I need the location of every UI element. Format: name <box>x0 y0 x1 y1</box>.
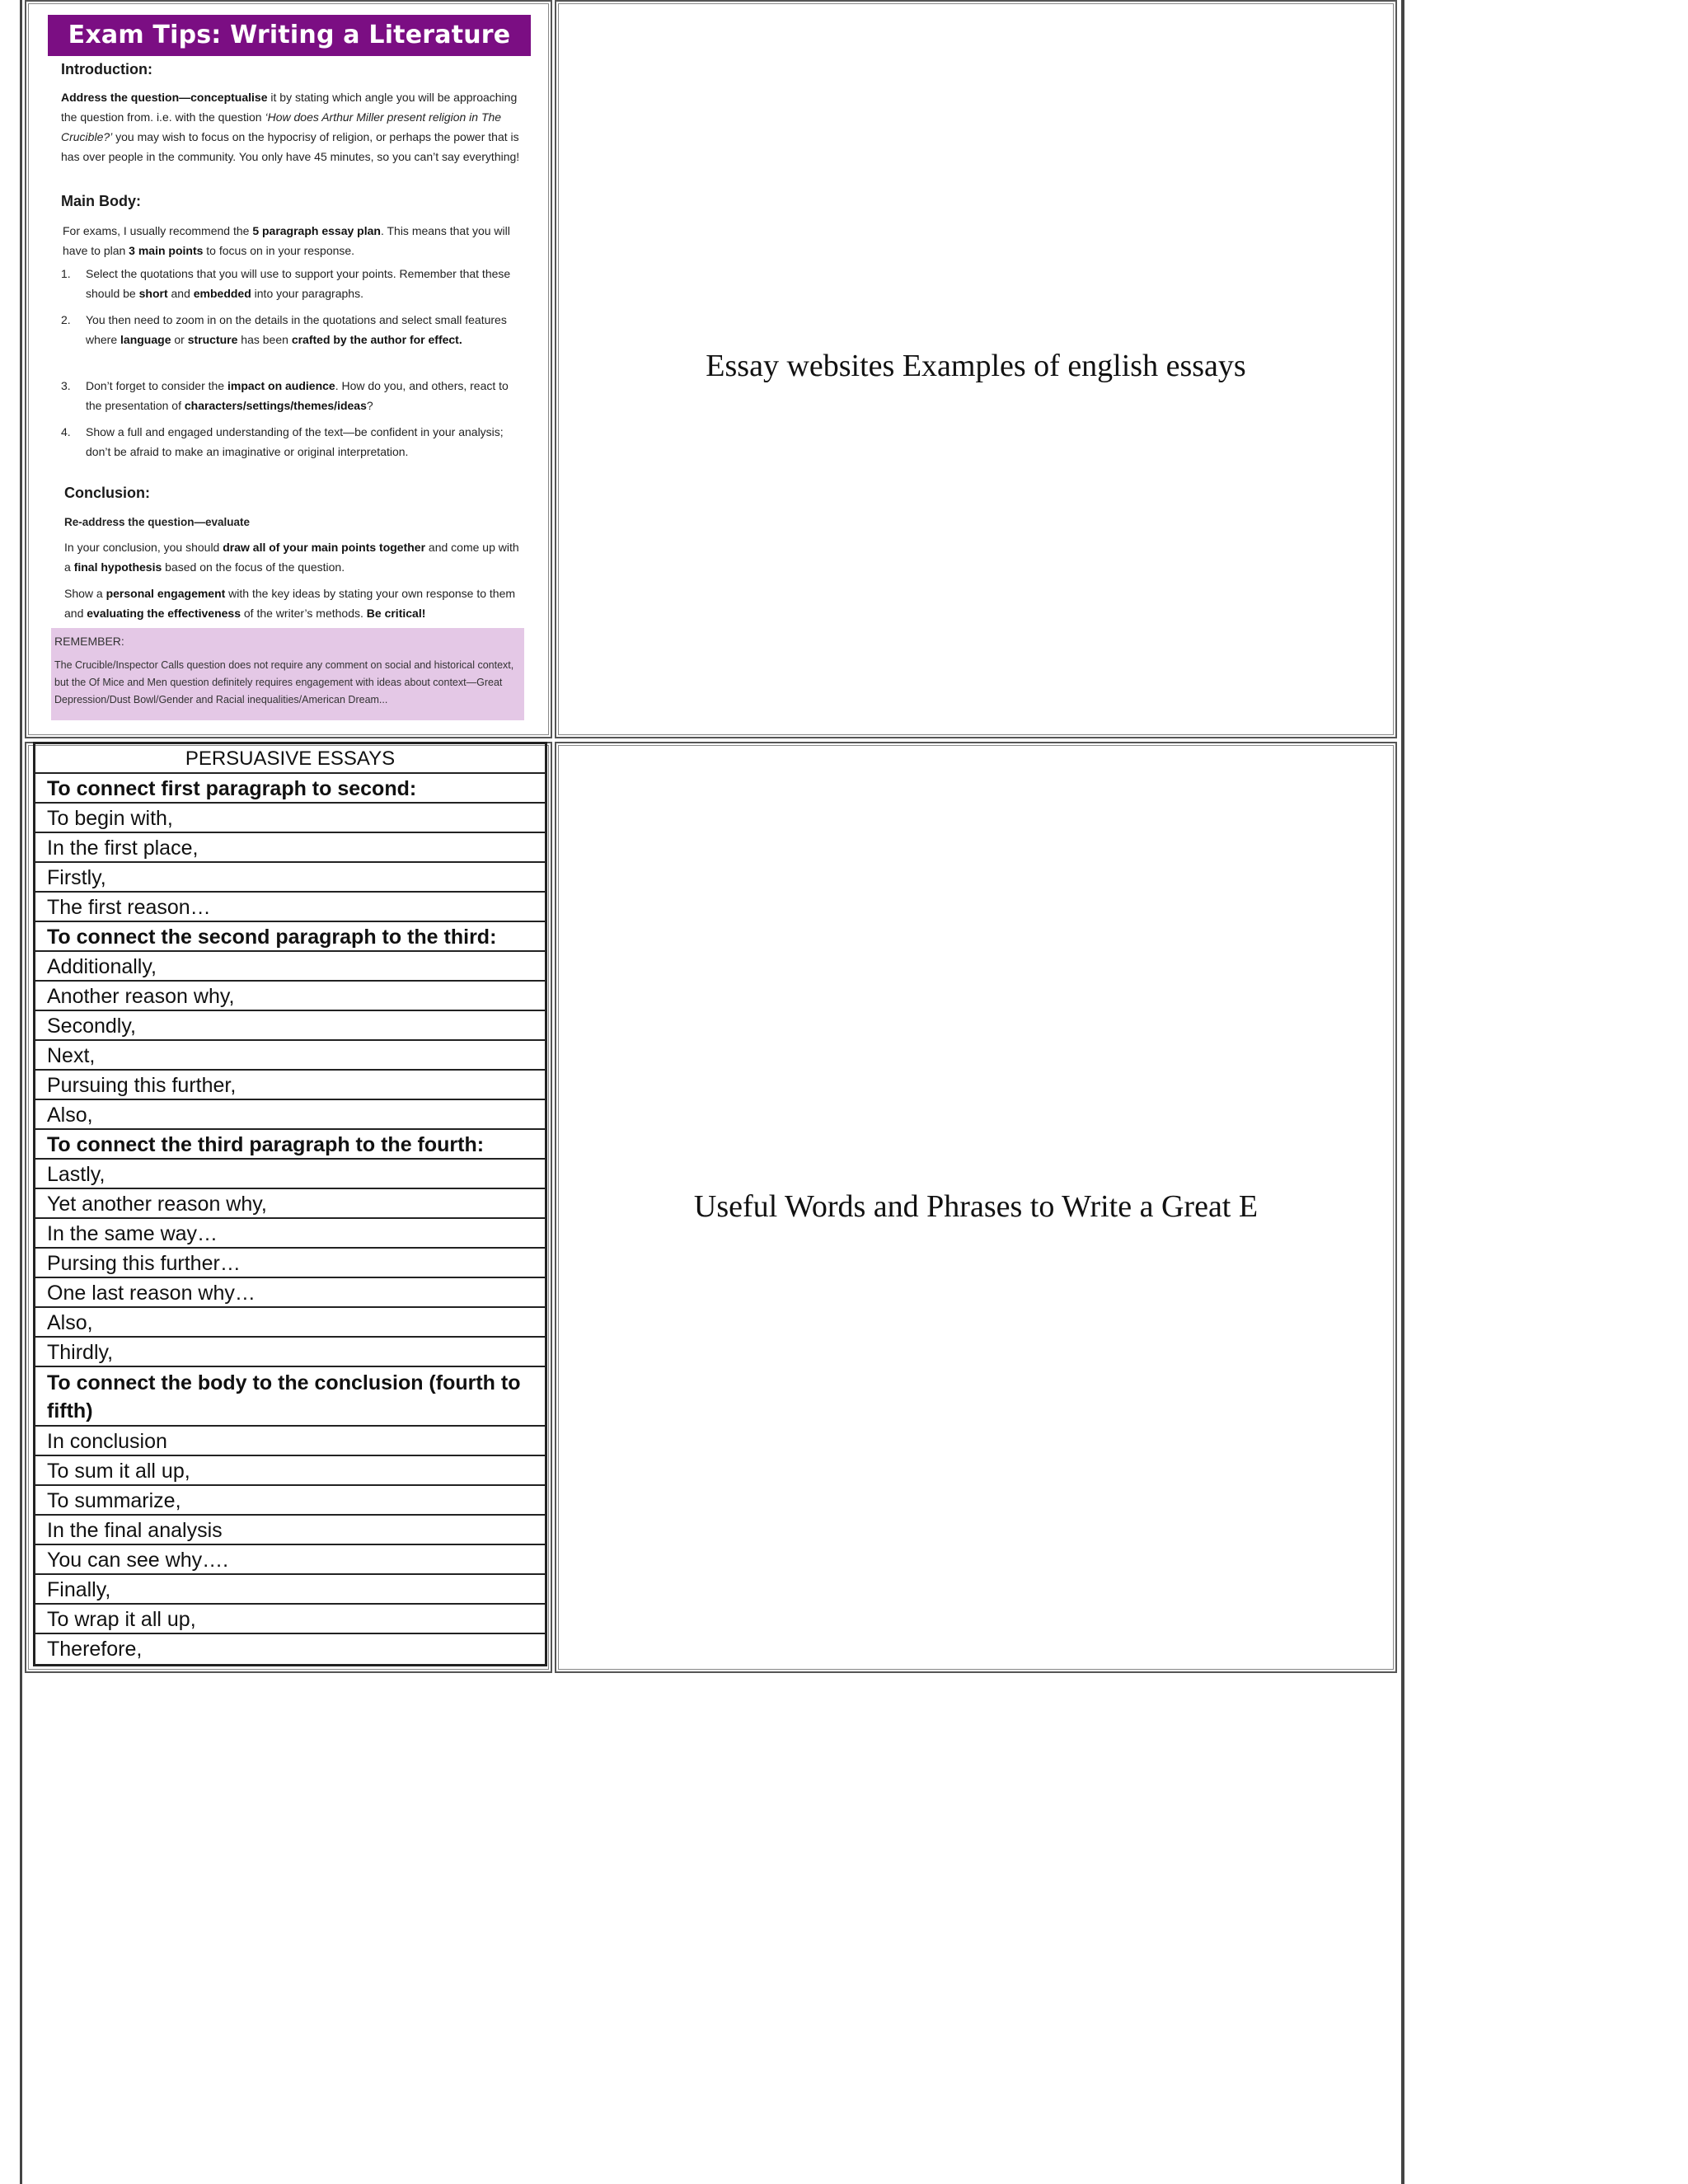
table-row: Lastly, <box>35 1160 545 1189</box>
table-row: Thirdly, <box>35 1338 545 1367</box>
table-section-heading: To connect the third paragraph to the fourth: <box>35 1130 545 1160</box>
table-row: Also, <box>35 1100 545 1130</box>
tip-item-1: 1. Select the quotations that you will use to support your points. Remember that these should be short and embedded into your paragraphs. <box>61 267 511 300</box>
tip-item-2: 2. You then need to zoom in on the details in the quotations and select small features where language or structure has been crafted by the author for effect. <box>61 313 507 346</box>
main-body-paragraph: For exams, I usually recommend the 5 paragraph essay plan. This means that you will have to plan 3 main points to focus on in your response. <box>63 224 510 257</box>
table-section-heading: To connect first paragraph to second: <box>35 774 545 804</box>
table-row: Next, <box>35 1041 545 1071</box>
remember-heading: REMEMBER: <box>54 635 124 648</box>
table-row: In the first place, <box>35 833 545 863</box>
useful-words-cell <box>555 742 1397 1673</box>
table-row: Secondly, <box>35 1011 545 1041</box>
table-row: To begin with, <box>35 804 545 833</box>
remember-text: The Crucible/Inspector Calls question does not require any comment on social and historical context, but the Of Mice and Men question definitely requires engagement with ideas about context—Great Depression/Dust Bowl/Gender and Racial inequalities/American Dream... <box>54 659 514 705</box>
exam-tips-cell <box>25 0 552 738</box>
table-row: You can see why…. <box>35 1545 545 1575</box>
persuasive-essays-table <box>33 742 547 1666</box>
conclusion-heading: Conclusion: <box>64 485 150 501</box>
useful-words-caption: Useful Words and Phrases to Write a Great E <box>693 1189 1259 1224</box>
conclusion-subheading: Re-address the question—evaluate <box>64 516 251 528</box>
table-row: The first reason… <box>35 893 545 922</box>
table-row: Another reason why, <box>35 982 545 1011</box>
essay-websites-caption: Essay websites Examples of english essays <box>706 349 1246 383</box>
table-section-heading: To connect the second paragraph to the third: <box>35 922 545 952</box>
table-row: One last reason why… <box>35 1278 545 1308</box>
exam-tips-card <box>28 15 528 724</box>
conclusion-paragraph-1: In your conclusion, you should draw all of your main points together and come up with a final hypothesis based on the focus of the question. <box>64 541 519 574</box>
table-row: In conclusion <box>35 1427 545 1456</box>
main-body-heading: Main Body: <box>61 193 141 209</box>
table-row: Also, <box>35 1308 545 1338</box>
intro-heading: Introduction: <box>61 61 152 77</box>
table-row: Additionally, <box>35 952 545 982</box>
table-row: To sum it all up, <box>35 1456 545 1486</box>
table-row: Firstly, <box>35 863 545 893</box>
table-row: To wrap it all up, <box>35 1605 545 1634</box>
table-title: PERSUASIVE ESSAYS <box>35 744 545 774</box>
table-row: Therefore, <box>47 1638 143 1661</box>
table-row: Pursuing this further, <box>35 1071 545 1100</box>
table-section-heading: To connect the body to the conclusion (fourth to fifth) <box>35 1367 545 1427</box>
intro-paragraph: Address the question—conceptualise it by stating which angle you will be approaching the question from. i.e. with the question ‘How does Arthur Miller present religion in The Crucible?’ you may wish to focus on the hypocrisy of religion, or perhaps the power that is has over people in the community. You only have 45 minutes, so you can’t say everything! <box>61 91 520 163</box>
table-row: In the same way… <box>35 1219 545 1249</box>
table-row: Finally, <box>35 1575 545 1605</box>
essay-websites-cell <box>555 0 1397 738</box>
tip-item-4: 4. Show a full and engaged understanding of the text—be confident in your analysis; don’t be afraid to make an imaginative or original interpretation. <box>61 425 504 458</box>
tip-item-3: 3. Don’t forget to consider the impact on audience. How do you, and others, react to the presentation of characters/settings/themes/ideas? <box>61 379 509 412</box>
table-row: To summarize, <box>35 1486 545 1516</box>
remember-box <box>51 628 524 720</box>
table-row: In the final analysis <box>35 1516 545 1545</box>
exam-tips-banner: Exam Tips: Writing a Literature Essay <box>48 15 531 56</box>
table-row: Yet another reason why, <box>35 1189 545 1219</box>
conclusion-paragraph-2: Show a personal engagement with the key ideas by stating your own response to them and evaluating the effectiveness of the writer’s methods. Be critical! <box>64 587 516 620</box>
table-row: Pursing this further… <box>35 1249 545 1278</box>
